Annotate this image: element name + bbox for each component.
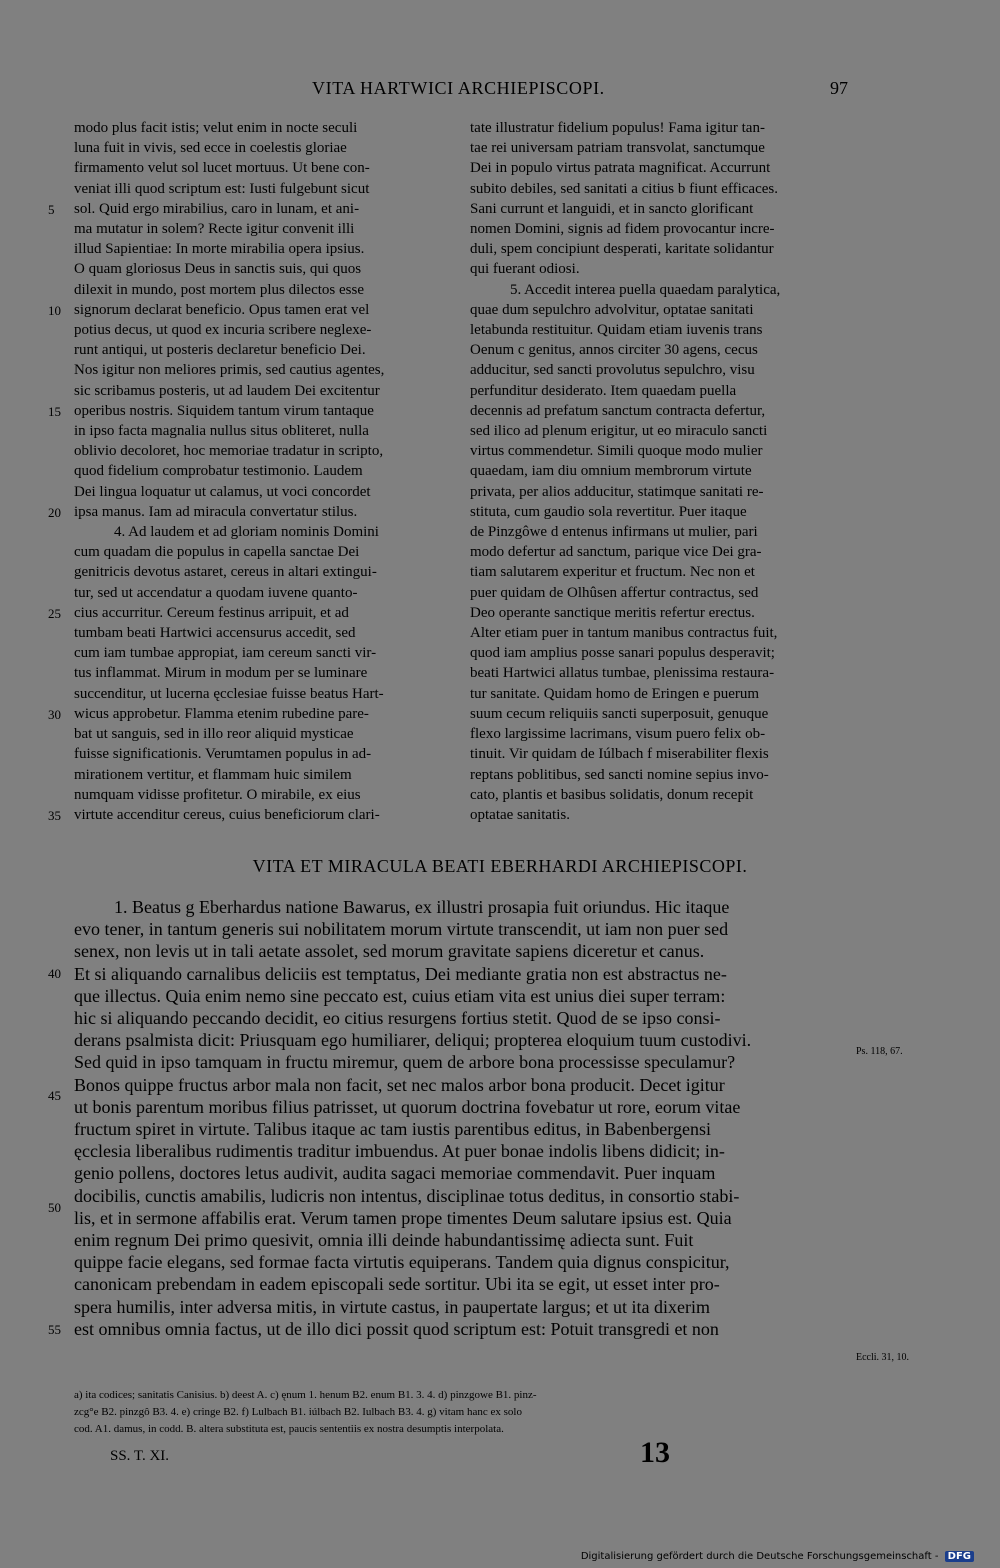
text-line: Dei in populo virtus patrata magnificat. Accurrunt	[470, 160, 771, 177]
line-number: 15	[48, 404, 61, 419]
text-line: Nos igitur non meliores primis, sed cautius agentes,	[74, 362, 385, 379]
text-line: sed ilico ad plenum erigitur, ut eo miraculo sancti	[470, 423, 768, 440]
text-line: privata, per alios adducitur, statimque sanitati re-	[470, 483, 764, 500]
main-text	[74, 896, 850, 1340]
text-line: perfunditur desiderato. Item quaedam puella	[470, 382, 737, 399]
text-line: 5. Accedit interea puella quaedam paralytica,	[510, 281, 781, 298]
text-line: firmamento velut sol lucet mortuus. Ut bene con-	[74, 160, 370, 177]
text-line: modo plus facit istis; velut enim in nocte seculi	[74, 120, 358, 136]
page-number: 97	[830, 78, 848, 98]
text-line: optatae sanitatis.	[470, 806, 570, 823]
text-line: fuisse significationis. Verumtamen populus in ad-	[74, 746, 372, 763]
text-line: modo defertur ad sanctum, parique vice Dei gra-	[470, 544, 762, 561]
funding-text: Digitalisierung gefördert durch die Deutsche Forschungsgemeinschaft -	[580, 1551, 939, 1562]
footnote-line: a) ita codices; sanitatis Canisius. b) deest A. c) ęnum 1. henum B2. enum B1. 3. 4. d) pinzgowe B1. pinz-	[74, 1389, 537, 1401]
text-line: mirationem vertitur, et flammam huic similem	[74, 766, 352, 783]
footnote-line: zcg°e B2. pinzgô B3. 4. e) cringe B2. f) Lulbach B1. iúlbach B2. Iulbach B3. 4. g) vitam hanc ex solo	[74, 1406, 522, 1418]
text-line: suum cecum reliquiis sancti superposuit, genuque	[470, 705, 769, 722]
text-line: cum quadam die populus in capella sanctae Dei	[74, 544, 360, 561]
text-line: derans psalmista dicit: Priusquam ego humiliarer, deliqui; propterea eloquium tuum custodivi.	[74, 1030, 752, 1051]
text-line: wicus approbetur. Flamma etenim rubedine pare-	[74, 705, 369, 722]
text-line: sol. Quid ergo mirabilius, caro in lunam, et ani-	[74, 200, 360, 217]
text-line: tae rei universam patriam transvolat, sanctumque	[470, 140, 765, 157]
text-line: Alter etiam puer in tantum manibus contractus fuit,	[470, 625, 778, 642]
text-line: in ipso facta magnalia nullus situs obliteret, nulla	[74, 423, 369, 440]
text-line: sic scribamus posteris, ut ad laudem Dei excitentur	[74, 382, 380, 399]
text-line: est omnibus omnia factus, ut de illo dici possit quod scriptum est: Potuit transgredi et non	[74, 1318, 719, 1339]
funding-notice	[581, 1551, 974, 1562]
text-line: adducitur, sed sancti provolutus sepulchro, visu	[470, 362, 755, 379]
text-line: ipsa manus. Iam ad miracula convertatur stilus.	[74, 503, 358, 520]
margin-reference: Ps. 118, 67.	[856, 1046, 903, 1057]
text-line: 1. Beatus g Eberhardus natione Bawarus, ex illustri prosapia fuit oriundus. Hic itaque	[114, 897, 730, 917]
text-line: nomen Domini, signis ad fidem provocantur incre-	[470, 221, 775, 238]
text-line: quod iam amplius posse sanari populus desperavit;	[470, 645, 775, 662]
text-line: dilexit in mundo, post mortem plus dilectos esse	[74, 281, 364, 298]
text-line: puer quidam de Olhûsen affertur contractus, sed	[470, 584, 759, 601]
text-line: potius decus, ut quod ex incuria scribere neglexe-	[74, 322, 372, 339]
text-line: virtus commendetur. Simili quoque modo mulier	[470, 443, 763, 460]
right-column	[470, 118, 850, 825]
section-title: VITA ET MIRACULA BEATI EBERHARDI ARCHIEPISCOPI.	[252, 856, 748, 876]
left-column	[74, 118, 458, 825]
text-line: runt antiqui, ut posteris declaretur beneficio Dei.	[74, 342, 366, 359]
text-line: enim regnum Dei primo quesivit, omnia illi deinde habundantissimę adiecta sunt. Fuit	[74, 1230, 694, 1251]
text-line: genio pollens, doctores letus audivit, audita sagaci memoriae commendavit. Puer inquam	[74, 1163, 716, 1184]
text-line: Et si aliquando carnalibus deliciis est temptatus, Dei mediante gratia non est abstractus ne-	[74, 963, 727, 984]
footnote-line: cod. A1. damus, in codd. B. altera substituta est, paucis sententiis ex nostra desumptis interpolata.	[74, 1423, 504, 1435]
text-line: tumbam beati Hartwici accensurus accedit, sed	[74, 625, 356, 642]
text-line: Oenum c genitus, annos circiter 30 agens, cecus	[470, 342, 758, 359]
text-line: virtute accenditur cereus, cuius beneficiorum clari-	[74, 806, 380, 823]
margin-reference: Eccli. 31, 10.	[856, 1352, 910, 1363]
text-line: senex, non levis ut in tali aetate assolet, sed morum gravitate sapiens diceretur et canus.	[74, 941, 705, 962]
text-line: numquam vidisse profitetur. O mirabile, ex eius	[74, 786, 361, 803]
text-line: tinuit. Vir quidam de Iúlbach f miserabiliter flexis	[470, 746, 769, 763]
line-number: 10	[48, 303, 61, 318]
text-line: luna fuit in vivis, sed ecce in coelestis gloriae	[74, 140, 347, 157]
line-number: 55	[48, 1322, 61, 1337]
text-line: qui fuerant odiosi.	[470, 261, 580, 278]
text-line: tus inflammat. Mirum in modum per se luminare	[74, 665, 368, 682]
text-line: que illectus. Quia enim nemo sine peccato est, cuius etiam vita est unius diei super terram:	[74, 985, 726, 1006]
line-number: 25	[48, 606, 61, 621]
text-line: reptans poblitibus, sed sancti nomine sepius invo-	[470, 766, 769, 783]
text-line: cum iam tumbae appropiat, iam cereum sancti vir-	[74, 645, 377, 662]
text-line: quod fidelium comprobatur testimonio. Laudem	[74, 463, 363, 480]
footnotes	[74, 1387, 874, 1438]
text-line: cato, plantis et basibus solidatis, donum recepit	[470, 786, 754, 803]
text-line: genitricis devotus astaret, cereus in altari extingui-	[74, 564, 377, 581]
text-line: Deo operante sanctique meritis refertur erectus.	[470, 604, 755, 621]
text-line: de Pinzgôwe d entenus infirmans ut mulier, pari	[470, 524, 758, 541]
text-line: 4. Ad laudem et ad gloriam nominis Domini	[114, 524, 379, 541]
line-number: 50	[48, 1200, 61, 1215]
text-line: Dei lingua loquatur ut calamus, ut voci concordet	[74, 483, 371, 500]
text-line: oblivio decoloret, hoc memoriae tradatur in scripto,	[74, 443, 384, 460]
text-line: flexo largissime lacrimans, visum puero felix ob-	[470, 726, 766, 743]
text-line: subito debiles, sed sanitati a citius b fiunt efficaces.	[470, 180, 778, 197]
text-line: quippe facie elegans, sed formae facta virtutis equiperans. Tandem quia dignus conspicitur,	[74, 1252, 730, 1273]
text-line: beati Hartwici allatus tumbae, plenissima restaura-	[470, 665, 775, 682]
text-line: bat ut sanguis, sed in illo reor aliquid mysticae	[74, 726, 354, 743]
text-line: fructum spiret in virtute. Talibus itaque ac tam iustis parentibus editus, in Babenbergensi	[74, 1119, 711, 1140]
text-line: Sed quid in ipso tamquam in fructu miremur, quem de arbore bona processisse speculamur?	[74, 1052, 736, 1073]
text-line: spera humilis, inter adversa mitis, in virtute castus, in paupertate largus; et ut ita dixerim	[74, 1296, 711, 1317]
text-line: Bonos quippe fructus arbor mala non facit, set nec malos arbor bona producit. Decet igitur	[74, 1074, 725, 1095]
text-line: canonicam prebendam in eadem episcopali sede sortitur. Ubi ita se egit, ut esset inter pro-	[74, 1274, 720, 1295]
text-line: tiam salutarem experitur et fructum. Nec non et	[470, 564, 755, 581]
text-line: tate illustratur fidelium populus! Fama igitur tan-	[470, 120, 765, 136]
text-line: succenditur, ut lucerna ęcclesiae fuisse beatus Hart-	[74, 685, 384, 702]
running-title: VITA HARTWICI ARCHIEPISCOPI.	[312, 78, 605, 98]
text-line: signorum declarat beneficio. Opus tamen erat vel	[74, 301, 370, 318]
text-line: stituta, cum gaudio sola revertitur. Puer itaque	[470, 503, 747, 520]
line-number: 20	[48, 505, 61, 520]
text-line: tur, sed ut accendatur a quodam iuvene quanto-	[74, 584, 358, 601]
text-line: O quam gloriosus Deus in sanctis suis, qui quos	[74, 261, 362, 278]
text-line: quaedam, iam diu omnium membrorum virtute	[470, 463, 752, 480]
line-number: 30	[48, 707, 61, 722]
line-number: 45	[48, 1088, 61, 1103]
text-line: cius accurritur. Cereum festinus arripuit, et ad	[74, 604, 349, 621]
running-header	[0, 78, 1000, 104]
text-line: letabunda restituitur. Quidam etiam iuvenis trans	[470, 322, 763, 339]
text-line: evo tener, in tantum generis sui nobilitatem morum virtute transcendit, ut iam non puer sed	[74, 919, 729, 940]
text-line: duli, spem concipiunt desperati, karitate solidantur	[470, 241, 774, 258]
signature-mark: SS. T. XI.	[110, 1448, 170, 1464]
line-number: 5	[48, 202, 55, 217]
line-number: 35	[48, 808, 61, 823]
text-line: decennis ad prefatum sanctum contracta defertur,	[470, 402, 766, 419]
text-line: veniat illi quod scriptum est: Iusti fulgebunt sicut	[74, 180, 370, 197]
text-line: hic si aliquando peccando decidit, eo citius resurgens fortius stetit. Quod de se ipso consi-	[74, 1008, 721, 1029]
text-line: lis, et in sermone affabilis erat. Verum tamen prope timentes Deum salutare ipsius est. Quia	[74, 1207, 732, 1228]
text-line: ma mutatur in solem? Recte igitur convenit illi	[74, 221, 355, 238]
line-number: 40	[48, 966, 61, 981]
text-line: ęcclesia liberalibus rudimentis traditur imbuendus. At puer bonae indolis libens didicit; in-	[74, 1141, 725, 1162]
text-line: Sani currunt et languidi, et in sancto glorificant	[470, 200, 754, 217]
text-line: quae dum sepulchro advolvitur, optatae sanitati	[470, 301, 754, 318]
signature-number: 13	[640, 1436, 670, 1469]
text-line: operibus nostris. Siquidem tantum virum tantaque	[74, 402, 374, 419]
text-line: ut bonis parentum moribus filius patrisset, ut quorum doctrina fovebatur ut rore, eorum vitae	[74, 1096, 741, 1117]
text-line: docibilis, cunctis amabilis, ludicris non intentus, disciplinae totus deditus, in consortio stabi-	[74, 1185, 740, 1206]
text-line: illud Sapientiae: In morte mirabilia opera ipsius.	[74, 241, 365, 258]
text-line: tur sanitate. Quidam homo de Eringen e puerum	[470, 685, 760, 702]
dfg-logo[interactable]: DFG	[945, 1551, 974, 1562]
